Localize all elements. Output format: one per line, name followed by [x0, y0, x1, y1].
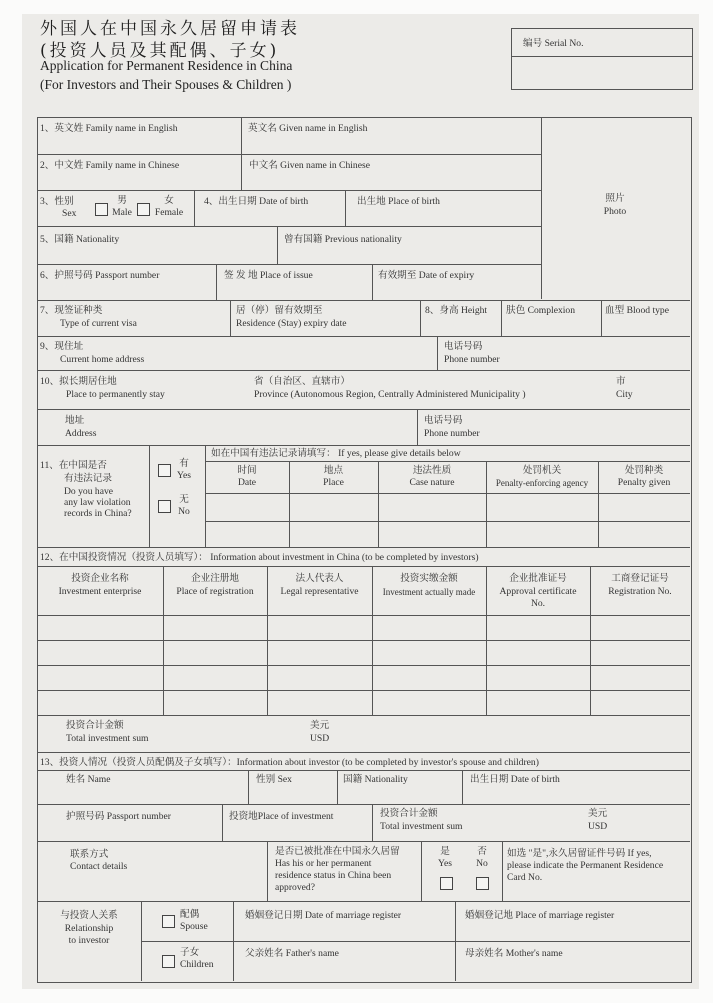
currency-label-en: USD [310, 733, 330, 744]
address-label-cn: 地址 [65, 415, 85, 426]
investor-dob-label: 出生日期 Date of birth [470, 774, 560, 785]
male-checkbox[interactable] [95, 203, 108, 216]
divider [37, 300, 690, 301]
male-label-cn: 男 [117, 195, 127, 206]
violation-yes-cn: 有 [179, 458, 189, 469]
investor-place-label: 投资地Place of investment [229, 811, 334, 822]
mother-name-input[interactable] [458, 962, 688, 979]
children-label-cn: 子女 [180, 947, 200, 958]
place-issue-label: 签 发 地 Place of issue [224, 270, 313, 281]
father-name-input[interactable] [236, 962, 452, 979]
investor-dob-input[interactable] [465, 787, 688, 802]
title-en: Application for Permanent Residence in China [40, 58, 293, 73]
address-phone-input[interactable] [500, 412, 688, 442]
divider [37, 264, 542, 265]
dob-input[interactable] [198, 210, 342, 224]
violation-col-date-en: Date [237, 477, 257, 488]
investor-sex-input[interactable] [251, 787, 334, 802]
violation-col-nature-cn: 违法性质 [412, 465, 452, 476]
violation-col-place-en: Place [323, 477, 344, 488]
subtitle-en: (For Investors and Their Spouses & Children ) [40, 77, 292, 92]
divider [37, 409, 690, 410]
violation-col-agency-en: Penalty-enforcing agency [495, 478, 589, 488]
violation-q-en3: records in China? [64, 508, 132, 519]
divider [141, 901, 142, 981]
approved-label-en2: residence status in China been [275, 870, 392, 881]
card-number-input[interactable] [560, 872, 688, 899]
contact-label-en: Contact details [70, 861, 128, 872]
violation-q-cn1: 11、在中国是否 [40, 460, 107, 471]
total-investment-input[interactable] [170, 718, 300, 746]
inv-col-legal-cn: 法人代表人 [295, 573, 344, 584]
investment-row[interactable] [38, 666, 690, 689]
visa-label-cn: 7、现签证种类 [40, 305, 103, 316]
divider [511, 56, 692, 57]
nationality-label: 5、国籍 Nationality [40, 234, 120, 245]
pob-input[interactable] [349, 210, 538, 224]
inv-col-registration-cn: 企业注册地 [191, 573, 239, 584]
prev-nationality-label: 曾有国籍 Previous nationality [284, 234, 402, 245]
visa-label-en: Type of current visa [60, 318, 137, 329]
divider [337, 770, 338, 804]
total-investment-label-cn: 投资合计金额 [66, 720, 124, 731]
divider [277, 226, 278, 264]
expiry-input[interactable] [376, 284, 538, 298]
female-label-cn: 女 [164, 195, 174, 206]
divider [37, 445, 690, 446]
inv-col-enterprise-cn: 投资企业名称 [71, 573, 129, 584]
divider [37, 901, 690, 902]
investment-header: 12、在中国投资情况（投资人员填写）： Information about investment in China (to be completed by investors) [40, 552, 479, 563]
violation-col-agency-cn: 处罚机关 [522, 465, 562, 476]
inv-col-amount-en: Investment actually made [382, 587, 476, 597]
approved-label-en3: approved? [275, 882, 315, 893]
place-issue-input[interactable] [220, 284, 369, 298]
divider [462, 770, 463, 804]
violation-col-penalty-cn: 处罚种类 [624, 465, 664, 476]
dob-label: 4、出生日期 Date of birth [204, 196, 309, 207]
mother-name-label: 母亲姓名 Mother's name [465, 948, 563, 959]
violation-col-date-cn: 时间 [237, 465, 257, 476]
divider [437, 336, 438, 370]
photo-label-en: Photo [603, 206, 627, 217]
province-input[interactable] [200, 374, 250, 406]
card-label-1: 如选 "是",永久居留证件号码 If yes, [507, 848, 652, 859]
inv-col-enterprise-en: Investment enterprise [58, 586, 142, 597]
male-label-en: Male [112, 207, 132, 218]
home-address-input[interactable] [160, 340, 434, 368]
home-label-cn: 9、现住址 [40, 341, 84, 352]
spouse-label-cn: 配偶 [180, 909, 200, 920]
given-name-cn-input[interactable] [246, 174, 538, 188]
divider [37, 336, 690, 337]
family-name-cn-label: 2、中文姓 Family name in Chinese [40, 160, 180, 171]
divider [455, 901, 456, 981]
phone-label-cn: 电话号码 [444, 341, 483, 352]
divider [149, 445, 150, 547]
investor-nationality-input[interactable] [340, 787, 459, 802]
divider [420, 300, 421, 336]
inv-col-regno-en: Registration No. [608, 586, 672, 597]
divider [37, 804, 690, 805]
perm-label-en: Place to permanently stay [66, 389, 165, 400]
given-name-cn-label: 中文名 Given name in Chinese [249, 160, 370, 171]
card-label-2: please indicate the Permanent Residence [507, 860, 664, 871]
blood-type-label: 血型 Blood type [605, 305, 669, 316]
violation-q-en2: any law violation [64, 497, 131, 508]
address-phone-label-cn: 电话号码 [424, 415, 463, 426]
divider [37, 770, 690, 771]
divider [248, 770, 249, 804]
investment-row[interactable] [38, 641, 690, 664]
investor-currency-cn: 美元 [588, 808, 608, 819]
investor-total-label-en: Total investment sum [380, 821, 463, 832]
address-input[interactable] [110, 412, 414, 442]
investor-place-input[interactable] [225, 824, 369, 839]
divider [372, 264, 373, 300]
city-input[interactable] [570, 374, 614, 406]
marriage-date-input[interactable] [236, 923, 452, 939]
divider [421, 841, 422, 901]
total-investment-label-en: Total investment sum [66, 733, 149, 744]
approved-no-en: No [476, 858, 488, 869]
violation-col-nature-en: Case nature [409, 477, 455, 488]
prev-nationality-input[interactable] [281, 248, 538, 262]
investor-header: 13、投资人情况（投资人员配偶及子女填写）：Information about investor (to be completed by investor's spouse and children) [40, 757, 539, 768]
stay-label-en: Residence (Stay) expiry date [236, 318, 347, 329]
address-label-en: Address [65, 428, 97, 439]
phone-label-en: Phone number [444, 354, 500, 365]
investor-name-label: 姓名 Name [66, 774, 111, 785]
photo-area[interactable] [543, 118, 689, 298]
spouse-label-en: Spouse [180, 921, 208, 932]
investor-passport-label: 护照号码 Passport number [66, 811, 171, 822]
photo-label-cn: 照片 [605, 193, 625, 204]
relationship-label-en2: to investor [68, 935, 110, 946]
divider [372, 804, 373, 841]
approved-yes-checkbox[interactable] [440, 877, 453, 890]
violation-details-header: 如在中国有违法记录请填写： If yes, please give details below [211, 448, 461, 459]
violation-yes-checkbox[interactable] [158, 464, 171, 477]
blood-type-input[interactable] [604, 319, 688, 334]
inv-col-approval-en2: No. [530, 598, 546, 609]
inv-col-approval-cn: 企业批准证号 [509, 573, 567, 584]
inv-col-regno-cn: 工商登记证号 [611, 573, 669, 584]
divider [222, 804, 223, 841]
violation-no-en: No [178, 506, 190, 517]
divider [233, 901, 234, 981]
inv-col-approval-en: Approval certificate [499, 586, 577, 597]
height-input[interactable] [424, 319, 498, 334]
investor-total-label-cn: 投资合计金额 [380, 808, 438, 819]
family-name-en-input[interactable] [40, 138, 238, 152]
inv-col-registration-en: Place of registration [176, 586, 254, 597]
sex-label-cn: 3、性别 [40, 196, 74, 207]
inv-col-amount-cn: 投资实缴金额 [400, 573, 458, 584]
children-label-en: Children [180, 959, 214, 970]
divider [37, 752, 690, 753]
divider [37, 841, 690, 842]
serial-label: 编号 Serial No. [523, 38, 584, 49]
female-checkbox[interactable] [137, 203, 150, 216]
violation-no-checkbox[interactable] [158, 500, 171, 513]
divider [194, 190, 195, 226]
stay-label-cn: 居（停）留有效期至 [236, 305, 323, 316]
home-label-en: Current home address [60, 354, 145, 365]
relationship-label-cn: 与投资人关系 [60, 910, 118, 921]
passport-input[interactable] [40, 284, 213, 298]
investor-name-input[interactable] [40, 787, 245, 802]
approved-yes-cn: 是 [440, 846, 450, 857]
title-cn: 外国人在中国永久居留申请表 [40, 19, 300, 39]
inv-col-legal-en: Legal representative [280, 586, 359, 597]
city-label-en: City [616, 389, 633, 400]
contact-label-cn: 联系方式 [70, 849, 109, 860]
height-label: 8、身高 Height [425, 305, 488, 316]
approved-label-cn: 是否已被批准在中国永久居留 [275, 846, 400, 857]
city-label-cn: 市 [616, 376, 626, 387]
violation-q-cn2: 有违法记录 [64, 473, 112, 484]
nationality-input[interactable] [40, 248, 274, 262]
father-name-label: 父亲姓名 Father's name [245, 948, 339, 959]
divider [345, 190, 346, 226]
card-label-3: Card No. [507, 872, 543, 883]
divider [37, 566, 690, 567]
investor-passport-input[interactable] [40, 824, 219, 839]
marriage-place-label: 婚姻登记地 Place of marriage register [465, 910, 615, 921]
divider [37, 715, 690, 716]
investor-currency-en: USD [588, 821, 608, 832]
family-name-en-label: 1、英文姓 Family name in English [40, 123, 178, 134]
marriage-place-input[interactable] [458, 923, 688, 939]
phone-input[interactable] [520, 340, 688, 368]
given-name-en-input[interactable] [246, 138, 538, 152]
subtitle-cn: (投资人员及其配偶、子女) [40, 41, 280, 61]
violation-no-cn: 无 [179, 494, 189, 505]
investment-row[interactable] [38, 691, 690, 714]
pob-label: 出生地 Place of birth [357, 196, 440, 207]
sex-label-en: Sex [62, 208, 77, 219]
divider [216, 264, 217, 300]
approved-yes-en: Yes [438, 858, 452, 869]
expiry-label: 有效期至 Date of expiry [378, 270, 475, 281]
marriage-date-label: 婚姻登记日期 Date of marriage register [245, 910, 402, 921]
divider [230, 300, 231, 336]
divider [37, 190, 542, 191]
violation-col-place-cn: 地点 [323, 465, 344, 476]
violation-yes-en: Yes [177, 470, 191, 481]
family-name-cn-input[interactable] [40, 174, 238, 188]
investor-nationality-label: 国籍 Nationality [343, 774, 408, 785]
violation-q-en1: Do you have [64, 486, 114, 497]
province-label-en: Province (Autonomous Region, Centrally Administered Municipality ) [254, 389, 526, 400]
divider [601, 300, 602, 336]
currency-label-cn: 美元 [310, 720, 330, 731]
divider [417, 409, 418, 445]
passport-label: 6、护照号码 Passport number [40, 270, 160, 281]
divider [501, 300, 502, 336]
divider [37, 370, 690, 371]
serial-input[interactable] [513, 58, 690, 88]
perm-label-cn: 10、拟长期居住地 [40, 376, 117, 387]
relationship-label-en1: Relationship [64, 923, 114, 934]
investor-sex-label: 性别 Sex [256, 774, 292, 785]
approved-no-checkbox[interactable] [476, 877, 489, 890]
divider [541, 117, 542, 299]
divider [37, 547, 690, 548]
approved-no-cn: 否 [477, 846, 487, 857]
approved-label-en1: Has his or her permanent [275, 858, 372, 869]
children-checkbox[interactable] [162, 955, 175, 968]
violation-row[interactable] [206, 522, 690, 546]
divider [502, 841, 503, 901]
divider [141, 941, 690, 942]
given-name-en-label: 英文名 Given name in English [248, 123, 368, 134]
divider [37, 154, 542, 155]
divider [241, 117, 242, 190]
divider [267, 841, 268, 901]
female-label-en: Female [154, 207, 184, 218]
spouse-checkbox[interactable] [162, 915, 175, 928]
divider [37, 226, 542, 227]
investor-total-input[interactable] [490, 808, 580, 838]
province-label-cn: 省（自治区、直辖市） [254, 376, 350, 387]
address-phone-label-en: Phone number [424, 428, 480, 439]
complexion-input[interactable] [504, 319, 598, 334]
divider [205, 461, 690, 462]
violation-col-penalty-en: Penalty given [617, 477, 671, 488]
investment-row[interactable] [38, 616, 690, 639]
complexion-label: 肤色 Complexion [506, 305, 576, 316]
violation-row[interactable] [206, 494, 690, 520]
contact-input[interactable] [40, 875, 264, 899]
